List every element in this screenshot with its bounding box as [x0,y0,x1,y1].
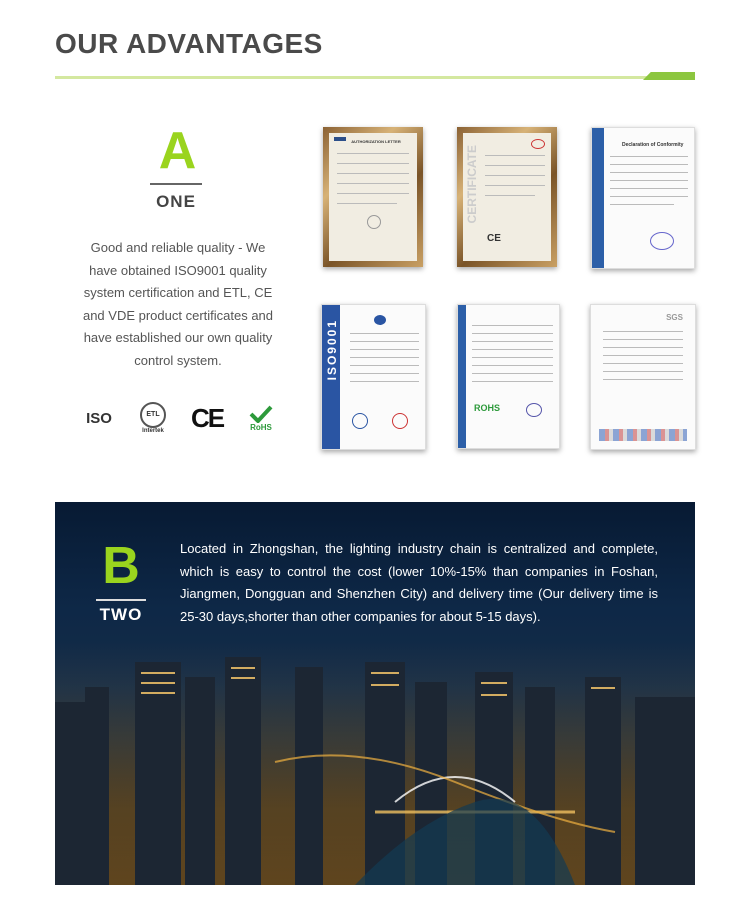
certificate-declaration-title: Declaration of Conformity [622,142,684,148]
rohs-logo-icon [242,401,280,435]
advantage-a-underline [150,183,202,185]
certificate-iso9001-title: ISO9001 [325,319,339,381]
advantage-b-letter: B [102,537,140,595]
advantage-a-description: Good and reliable quality - We have obtained ISO9001 quality system certification and ETL, CE and VDE product certificates and have established our own quality control system. [82,240,274,368]
certificate-rohs [457,304,560,449]
advantage-b-word: TWO [99,605,143,624]
title-divider [55,76,695,79]
certificate-ce-watermark: CERTIFICATE [465,145,479,224]
certificate-ce: CERTIFICATE CE [457,127,557,267]
ce-logo-icon [188,401,226,435]
certificate-rohs-title: ROHS [474,403,501,413]
certificate-sgs-title: SGS [666,313,683,322]
title-divider-accent [643,72,695,80]
checkmark-icon [249,405,273,423]
advantage-b-underline [96,599,146,601]
etl-logo-subtext: Intertek [142,428,164,434]
etl-logo-text: ETL [146,411,160,418]
certificate-sgs [590,304,696,450]
advantage-a-letter: A [158,122,197,180]
certificate-declaration [591,127,695,269]
certification-logos [80,400,280,436]
advantage-b-description: Located in Zhongshan, the lighting industry chain is centralized and complete, which is easy to control the cost (lower 10%-15% than companies in Foshan, Jiangmen, Dongguan and Shenzhen City) and delivery time (Our delivery time is 25-30 days,shorter than other companies for about 5-15 days). [180,541,658,624]
section-title: OUR ADVANTAGES [55,28,323,59]
etl-logo-mark [140,402,166,428]
rohs-logo-text: RoHS [250,422,272,432]
certificate-iso9001 [321,304,426,450]
etl-logo-icon [134,401,172,435]
iso-logo-icon [80,401,118,435]
certificate-authorization-title: AUTHORIZATION LETTER [351,139,401,144]
advantage-a-word: ONE [156,192,196,211]
certificate-authorization [323,127,423,267]
ce-logo-text: CE [190,402,224,433]
iso-logo-text: ISO [86,409,112,427]
